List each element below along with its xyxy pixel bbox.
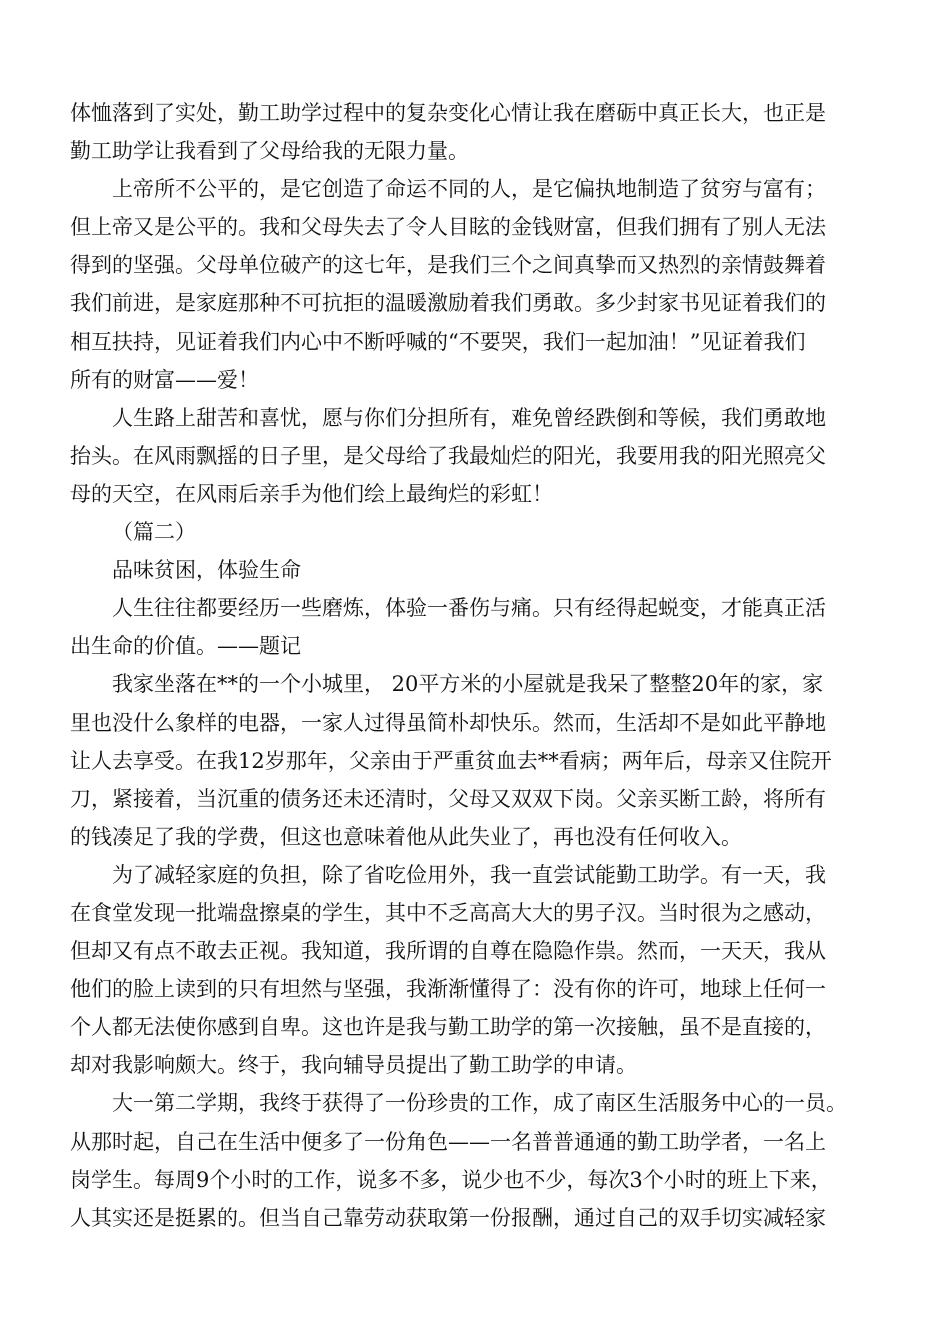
paragraph-line: 但上帝又是公平的。我和父母失去了令人目眩的金钱财富，但我们拥有了别人无法 xyxy=(70,215,826,240)
essay-title-text: 品味贫困，体验生命 xyxy=(112,558,301,583)
paragraph-line: 让人去享受。在我12岁那年，父亲由于严重贫血去**看病；两年后，母亲又住院开 xyxy=(70,748,832,773)
paragraph-6 xyxy=(70,1084,885,1236)
paragraph-line: 里也没什么象样的电器，一家人过得虽简朴却快乐。然而，生活却不是如此平静地 xyxy=(70,710,826,735)
paragraph-3 xyxy=(70,399,885,513)
paragraph-5 xyxy=(70,856,885,1085)
section-heading: （篇二） xyxy=(112,520,196,545)
document-body xyxy=(70,94,885,1237)
paragraph-line: 为了减轻家庭的负担，除了省吃俭用外，我一直尝试能勤工助学。有一天，我 xyxy=(112,862,826,887)
paragraph-line: 抬头。在风雨飘摇的日子里，是父母给了我最灿烂的阳光，我要用我的阳光照亮父 xyxy=(70,443,826,468)
paragraph-line: 所有的财富——爱！ xyxy=(70,367,259,392)
paragraph-line: 大一第二学期，我终于获得了一份珍贵的工作，成了南区生活服务中心的一员。 xyxy=(112,1091,847,1116)
epigraph xyxy=(70,589,885,665)
section-label xyxy=(70,513,885,551)
paragraph-line: 岗学生。每周9个小时的工作，说多不多，说少也不少，每次3个小时的班上下来， xyxy=(70,1167,832,1192)
paragraph-line: 人生往往都要经历一些磨炼，体验一番伤与痛。只有经得起蜕变，才能真正活 xyxy=(112,596,826,621)
paragraph-line: 刀，紧接着，当沉重的债务还未还清时，父母又双双下岗。父亲买断工龄，将所有 xyxy=(70,786,826,811)
paragraph-line: 我家坐落在**的一个小城里， 20平方米的小屋就是我呆了整整20年的家，家 xyxy=(112,672,824,697)
paragraph-line: 出生命的价值。——题记 xyxy=(70,634,301,659)
paragraph-4 xyxy=(70,665,885,855)
paragraph-line: 个人都无法使你感到自卑。这也许是我与勤工助学的第一次接触，虽不是直接的， xyxy=(70,1015,826,1040)
essay-title xyxy=(70,551,885,589)
paragraph-line: 人生路上甜苦和喜忧，愿与你们分担所有，难免曾经跌倒和等候，我们勇敢地 xyxy=(112,405,826,430)
paragraph-2 xyxy=(70,170,885,399)
paragraph-line: 在食堂发现一批端盘擦桌的学生，其中不乏高高大大的男子汉。当时很为之感动， xyxy=(70,900,826,925)
paragraph-line: 勤工助学让我看到了父母给我的无限力量。 xyxy=(70,139,469,164)
paragraph-line: 从那时起，自己在生活中便多了一份角色——一名普普通通的勤工助学者，一名上 xyxy=(70,1129,826,1154)
paragraph-line: 人其实还是挺累的。但当自己靠劳动获取第一份报酬，通过自己的双手切实减轻家 xyxy=(70,1205,826,1230)
paragraph-line: 却对我影响颇大。终于，我向辅导员提出了勤工助学的申请。 xyxy=(70,1053,637,1078)
paragraph-line: 得到的坚强。父母单位破产的这七年，是我们三个之间真挚而又热烈的亲情鼓舞着 xyxy=(70,253,826,278)
paragraph-line: 他们的脸上读到的只有坦然与坚强，我渐渐懂得了：没有你的许可，地球上任何一 xyxy=(70,977,826,1002)
paragraph-line: 相互扶持，见证着我们内心中不断呼喊的“不要哭，我们一起加油！”见证着我们 xyxy=(70,329,806,354)
paragraph-line: 体恤落到了实处，勤工助学过程中的复杂变化心情让我在磨砺中真正长大，也正是 xyxy=(70,101,826,125)
paragraph-line: 的钱凑足了我的学费，但这也意味着他从此失业了，再也没有任何收入。 xyxy=(70,824,742,849)
paragraph-line: 上帝所不公平的，是它创造了命运不同的人，是它偏执地制造了贫穷与富有； xyxy=(112,177,826,202)
paragraph-1-continuation xyxy=(70,94,885,170)
paragraph-line: 母的天空，在风雨后亲手为他们绘上最绚烂的彩虹！ xyxy=(70,481,553,506)
paragraph-line: 我们前进，是家庭那种不可抗拒的温暖激励着我们勇敢。多少封家书见证着我们的 xyxy=(70,291,826,316)
paragraph-line: 但却又有点不敢去正视。我知道，我所谓的自尊在隐隐作祟。然而，一天天，我从 xyxy=(70,939,826,964)
